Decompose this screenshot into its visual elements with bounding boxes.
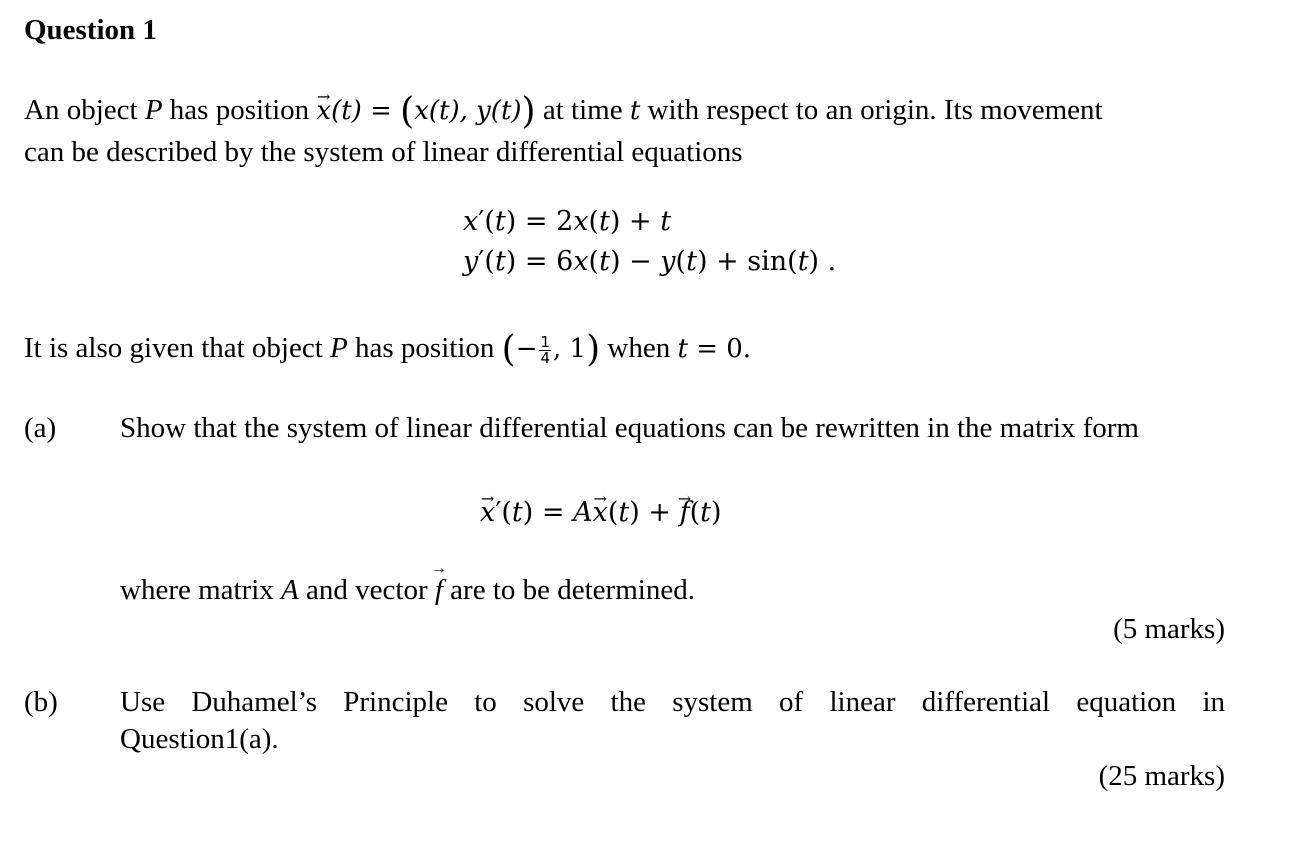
part-b-marks: (25 marks) <box>1098 760 1225 792</box>
intro-text: has position <box>162 94 317 126</box>
initial-text: when <box>600 332 678 364</box>
matrix-equation: → x′(t) = A→ x(t) + → f(t) <box>480 493 722 533</box>
intro-line-2: can be described by the system of linear differential equations <box>24 136 743 168</box>
time-variable: t <box>677 334 688 364</box>
part-b-text-line-1: Use Duhamel’s Principle to solve the system of linear differential equation in <box>120 686 1225 718</box>
part-a-label: (a) <box>24 412 57 444</box>
position-vector: → x(t) = (x(t), y(t)) <box>316 96 535 126</box>
intro-line-1 <box>24 89 1103 132</box>
part-a-where <box>120 574 695 607</box>
part-a-marks: (5 marks) <box>1113 613 1225 645</box>
question-title: Question 1 <box>24 14 157 46</box>
minus-sign: − <box>515 334 538 364</box>
initial-position: (− $\frac{1}{4}$ , 1) <box>501 329 601 370</box>
intro-text: An object <box>24 94 145 126</box>
object-name: P <box>330 332 348 364</box>
fraction-denominator: 4 <box>540 348 551 367</box>
part-b-label: (b) <box>24 686 58 718</box>
time-value: = 0. <box>687 334 752 364</box>
equation-y-prime: y′(t) = 6x(t) − y(t) + sin(t) . <box>463 246 837 277</box>
coordinate-y: , 1 <box>553 334 587 364</box>
object-name: P <box>144 94 163 126</box>
initial-condition <box>24 327 751 370</box>
initial-text: It is also given that object <box>24 332 331 364</box>
fraction-numerator: 1 <box>540 332 551 351</box>
part-b-text-line-2: Question1(a). <box>120 723 279 755</box>
where-text: where matrix <box>120 574 282 606</box>
intro-text: at time <box>535 94 630 126</box>
time-variable: t <box>629 96 641 126</box>
equation-x-prime: x′(t) = 2x(t) + t <box>463 206 672 237</box>
vector-name: → f <box>435 574 443 607</box>
fraction <box>539 332 551 367</box>
where-text: are to be determined. <box>442 574 695 606</box>
part-a-text: Show that the system of linear differential equations can be rewritten in the matrix form <box>120 412 1139 444</box>
intro-text: with respect to an origin. Its movement <box>640 94 1103 126</box>
matrix-name: A <box>281 574 299 606</box>
where-text: and vector <box>298 574 435 606</box>
initial-text: has position <box>347 332 502 364</box>
